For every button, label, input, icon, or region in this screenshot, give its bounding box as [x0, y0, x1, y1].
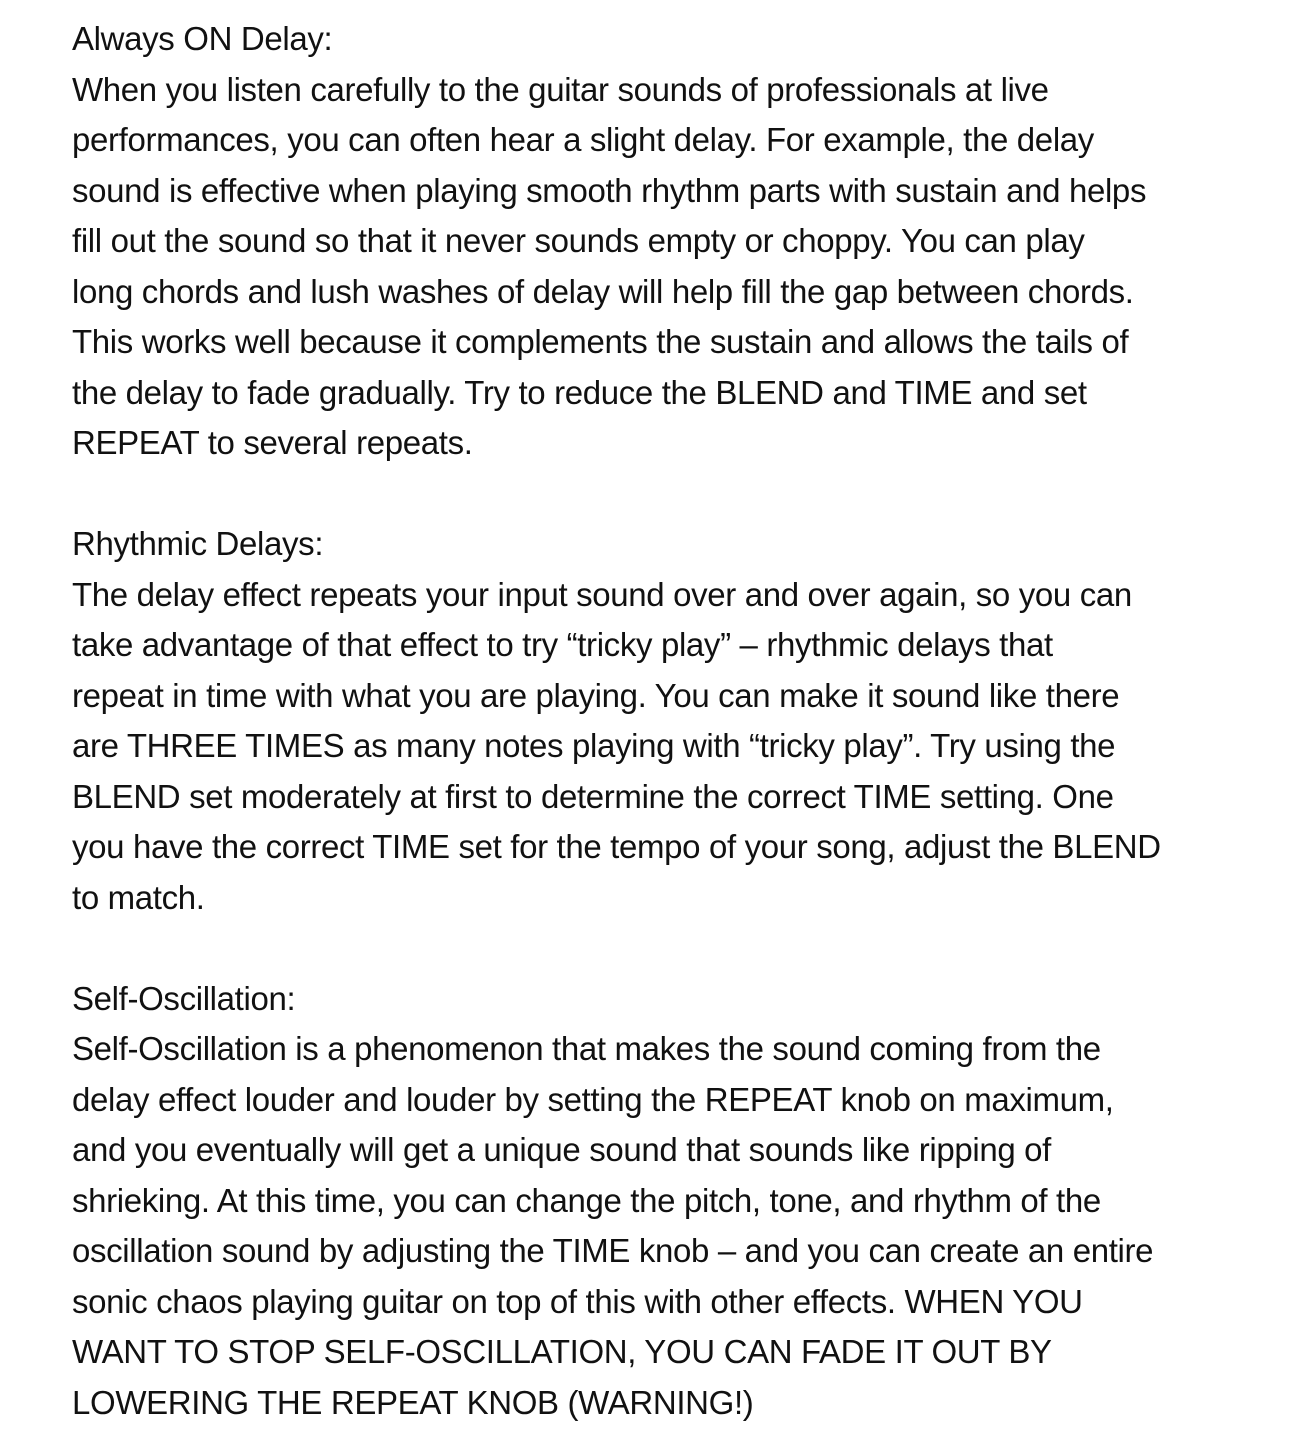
paragraph-line: fill out the sound so that it never sounds empty or choppy. You can play: [72, 222, 1085, 259]
paragraph-line: When you listen carefully to the guitar sounds of professionals at live: [72, 70, 1049, 108]
paragraph-line: and you eventually will get a unique sound that sounds like ripping of: [72, 1131, 1052, 1168]
paragraph-line: are THREE TIMES as many notes playing with “tricky play”. Try using the: [72, 727, 1116, 764]
paragraph-line: Self-Oscillation is a phenomenon that makes the sound coming from the: [72, 1030, 1101, 1067]
section-self-oscillation: [72, 974, 1272, 1429]
section-heading: Rhythmic Delays:: [72, 525, 324, 562]
paragraph-line: take advantage of that effect to try “tricky play” – rhythmic delays that: [72, 626, 1053, 663]
paragraph-line: WANT TO STOP SELF-OSCILLATION, YOU CAN FADE IT OUT BY: [72, 1333, 1052, 1370]
paragraph-line: sonic chaos playing guitar on top of this with other effects. WHEN YOU: [72, 1282, 1083, 1320]
paragraph-line: REPEAT to several repeats.: [72, 424, 473, 461]
paragraph-line: to match.: [72, 878, 205, 916]
paragraph-line: sound is effective when playing smooth rhythm parts with sustain and helps: [72, 171, 1147, 209]
section-always-on-delay: [72, 14, 1272, 469]
paragraph-line: delay effect louder and louder by setting the REPEAT knob on maximum,: [72, 1080, 1114, 1118]
paragraph-line: the delay to fade gradually. Try to reduce the BLEND and TIME and set: [72, 373, 1087, 411]
section-rhythmic-delays: [72, 519, 1272, 923]
paragraph-line: long chords and lush washes of delay will help fill the gap between chords.: [72, 272, 1134, 310]
section-heading: Always ON Delay:: [72, 20, 333, 57]
paragraph-line: LOWERING THE REPEAT KNOB (WARNING!): [72, 1383, 754, 1421]
paragraph-line: BLEND set moderately at first to determine the correct TIME setting. One: [72, 777, 1114, 815]
document-body: [72, 14, 1272, 1428]
paragraph-line: shrieking. At this time, you can change the pitch, tone, and rhythm of the: [72, 1181, 1101, 1219]
paragraph-line: you have the correct TIME set for the tempo of your song, adjust the BLEND: [72, 828, 1161, 865]
paragraph-line: performances, you can often hear a slight delay. For example, the delay: [72, 121, 1094, 158]
paragraph-line: The delay effect repeats your input sound over and over again, so you can: [72, 575, 1132, 613]
paragraph-line: This works well because it complements the sustain and allows the tails of: [72, 323, 1129, 360]
paragraph-line: oscillation sound by adjusting the TIME knob – and you can create an entire: [72, 1232, 1154, 1269]
paragraph-line: repeat in time with what you are playing. You can make it sound like there: [72, 676, 1120, 714]
section-heading: Self-Oscillation:: [72, 979, 296, 1017]
